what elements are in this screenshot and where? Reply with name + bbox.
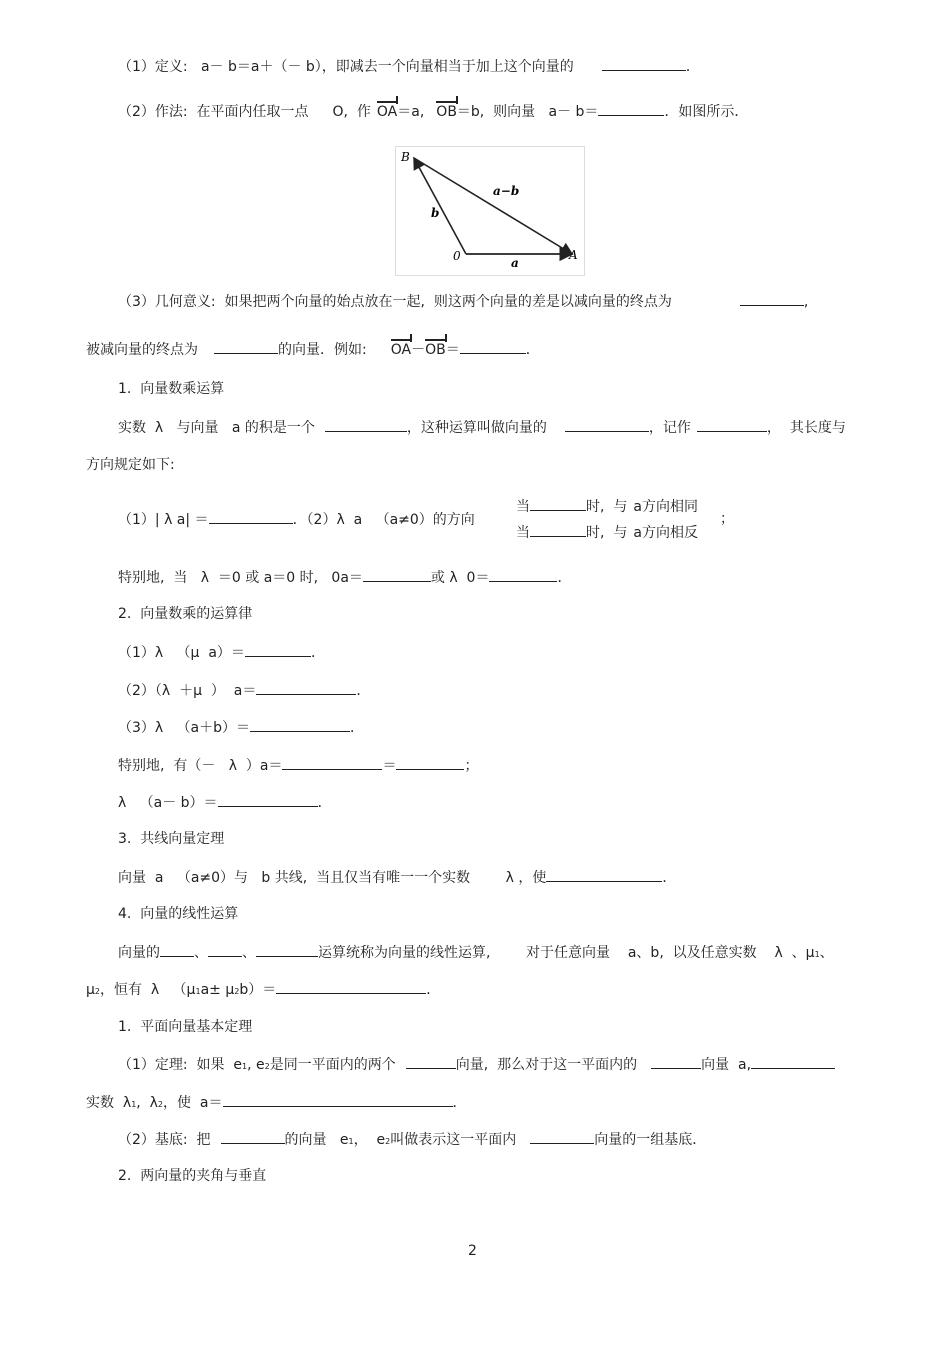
text: 运算统称为向量的线性运算, 对于任意向量 a、b, 以及任意实数 λ 、μ — [318, 945, 815, 961]
definition-line — [118, 56, 700, 77]
text: 的向量 e — [284, 1132, 349, 1148]
subscript: 1 — [131, 1100, 137, 1109]
basis-definition-line — [118, 1129, 706, 1152]
text: － — [411, 342, 426, 358]
text: ． — [426, 982, 441, 998]
answer-blank — [245, 642, 311, 657]
text: a方向相同 — [633, 499, 698, 515]
text: （1）λ （μ a）＝ — [118, 645, 245, 661]
answer-blank — [751, 1054, 835, 1069]
answer-blank — [256, 942, 318, 957]
answer-blank — [221, 1129, 285, 1144]
text: ，这种运算叫做向量的 — [406, 420, 547, 436]
text: ． — [452, 1095, 467, 1111]
answer-blank — [546, 867, 662, 882]
text: ＝ — [382, 758, 397, 774]
answer-blank — [565, 417, 649, 432]
text: 向量, 那么对于这一平面内的 — [455, 1057, 638, 1073]
text: 向量的一组基底． — [594, 1132, 707, 1148]
law-line — [118, 717, 364, 738]
answer-blank — [396, 755, 464, 770]
answer-blank — [530, 1129, 594, 1144]
answer-blank — [460, 339, 526, 354]
answer-blank — [208, 942, 242, 957]
law-line — [118, 680, 370, 701]
text: 时, 与 — [586, 525, 628, 541]
text: O, 作 — [332, 104, 371, 120]
text: 向量 a, — [701, 1057, 752, 1073]
special-case-line — [118, 567, 571, 588]
vector-diagram — [396, 147, 584, 275]
vector-b-line — [414, 158, 466, 254]
answer-blank — [406, 1054, 456, 1069]
text: 时, 与 — [586, 499, 628, 515]
text: ，记作 — [648, 420, 691, 436]
section-heading: 2. 向量数乘的运算律 — [118, 606, 253, 622]
text: （1）定理: 如果 e — [118, 1057, 243, 1073]
answer-blank — [651, 1054, 701, 1069]
subscript: 2 — [157, 1100, 164, 1109]
answer-blank — [160, 942, 194, 957]
linear-ops-identity-line — [86, 979, 440, 1002]
answer-blank — [325, 417, 407, 432]
text: λ （a－ b）＝ — [118, 795, 218, 811]
special-law-line — [118, 755, 478, 776]
label-b: b — [431, 206, 440, 220]
answer-blank — [256, 680, 356, 695]
subscript: 1 — [195, 987, 201, 996]
text: 当 — [516, 525, 530, 541]
answer-blank — [214, 339, 278, 354]
text: , — [803, 294, 809, 310]
text: 、 — [194, 945, 208, 961]
text: ． — [557, 570, 572, 586]
text: （2）作法: 在平面内任取一点 — [118, 104, 309, 120]
answer-blank — [282, 755, 382, 770]
text: 向量 a （a≠0）与 b 共线, 当且仅当有唯一一个实数 λ ，使 — [118, 870, 547, 886]
text: a方向相反 — [633, 525, 698, 541]
example-line — [86, 339, 540, 360]
law-line — [118, 792, 332, 813]
answer-blank — [602, 56, 686, 71]
point-b-label: B — [401, 150, 410, 164]
text: ＝b, 则向量 a－ b＝ — [456, 104, 599, 120]
text: 被减向量的终点为 — [86, 342, 198, 358]
vector-oa: OA — [376, 104, 398, 120]
text: ．如图所示． — [664, 104, 749, 120]
vector-ob: OB — [436, 104, 457, 120]
section-heading: 1. 向量数乘运算 — [118, 381, 225, 397]
text: 当 — [516, 499, 530, 515]
text: （2）（λ ＋μ ） a＝ — [118, 683, 257, 699]
text: ． — [662, 870, 677, 886]
text: 实数 λ 与向量 a 的积是一个 — [118, 420, 315, 436]
text: 叫做表示这一平面内 — [390, 1132, 517, 1148]
answer-blank — [697, 417, 767, 432]
text: 向量的 — [118, 945, 160, 961]
text: , e — [247, 1057, 265, 1073]
linear-ops-line — [118, 942, 834, 965]
magnitude-direction-line — [118, 509, 475, 530]
answer-blank — [530, 522, 586, 537]
subscript: 2 — [385, 1137, 391, 1146]
section-heading: 1. 平面向量基本定理 — [118, 1019, 253, 1035]
text: （1）| λ a| ＝ — [118, 512, 209, 528]
text: ； — [720, 511, 734, 527]
text: 、 — [242, 945, 256, 961]
text: （3）λ （a＋b）＝ — [118, 720, 251, 736]
scalar-mult-line — [118, 417, 846, 438]
text: 特别地, 有（－ λ ）a＝ — [118, 758, 283, 774]
subscript: 1 — [348, 1137, 354, 1146]
text: ． — [317, 795, 332, 811]
section-heading: 4. 向量的线性运算 — [118, 906, 239, 922]
text: ． — [356, 683, 371, 699]
text: 是同一平面内的两个 — [269, 1057, 396, 1073]
text: ， e — [353, 1132, 386, 1148]
text: ； — [464, 758, 479, 774]
label-a: a — [511, 256, 519, 270]
vector-triangle-figure — [395, 146, 585, 276]
subscript: 1 — [242, 1062, 248, 1071]
text: ．（2）λ a （a≠0）的方向 — [292, 512, 475, 528]
subscript: 2 — [94, 987, 101, 996]
direction-case-opposite — [516, 522, 698, 543]
text: ，使 a＝ — [163, 1095, 223, 1111]
text: μ — [86, 982, 95, 998]
law-line — [118, 642, 325, 663]
answer-blank — [209, 509, 293, 524]
text: a± μ — [200, 982, 235, 998]
text: 实数 λ — [86, 1095, 132, 1111]
point-a-label: A — [569, 248, 578, 262]
answer-blank — [363, 567, 431, 582]
text: ＝ — [445, 342, 460, 358]
text: ＝a, — [397, 104, 425, 120]
text: （2）基底: 把 — [118, 1132, 211, 1148]
collinear-theorem-line — [118, 867, 676, 888]
text: 或 λ 0＝ — [430, 570, 490, 586]
text: ， 其长度与 — [766, 420, 846, 436]
answer-blank — [223, 1092, 453, 1107]
section-heading: 3. 共线向量定理 — [118, 831, 225, 847]
construction-line — [118, 101, 748, 122]
page-number: 2 — [468, 1243, 477, 1259]
text: ． — [350, 720, 365, 736]
subscript: 2 — [264, 1062, 270, 1071]
text: ，恒有 λ （μ — [100, 982, 196, 998]
text: ． — [685, 59, 700, 75]
answer-blank — [598, 101, 664, 116]
vector-oa: OA — [390, 342, 412, 358]
text: 、 — [819, 945, 834, 961]
basis-theorem-line — [118, 1054, 835, 1077]
answer-blank — [489, 567, 557, 582]
answer-blank — [276, 979, 426, 994]
text-line: 方向规定如下: — [86, 457, 175, 473]
section-heading: 2. 两向量的夹角与垂直 — [118, 1168, 267, 1184]
subscript: 1 — [814, 950, 820, 959]
label-a-minus-b: a−b — [493, 184, 520, 198]
answer-blank — [250, 717, 350, 732]
point-o-label: 0 — [453, 249, 461, 263]
answer-blank — [740, 291, 804, 306]
text: （3）几何意义: 如果把两个向量的始点放在一起, 则这两个向量的差是以减向量的终点为 — [118, 294, 672, 310]
text: ． — [525, 342, 540, 358]
text: , λ — [136, 1095, 158, 1111]
text: ． — [310, 645, 325, 661]
basis-theorem-cont-line — [86, 1092, 467, 1115]
direction-case-same — [516, 496, 698, 517]
text: 的向量．例如: — [278, 342, 367, 358]
text: 特别地, 当 λ ＝0 或 a＝0 时, 0a＝ — [118, 570, 363, 586]
geometric-meaning-line — [118, 291, 808, 312]
answer-blank — [530, 496, 586, 511]
vector-ob: OB — [425, 342, 446, 358]
answer-blank — [218, 792, 318, 807]
text: （1）定义: a－ b＝a＋（－ b），即减去一个向量相当于加上这个向量的 — [118, 59, 574, 75]
subscript: 2 — [234, 987, 240, 996]
text: b）＝ — [239, 982, 277, 998]
